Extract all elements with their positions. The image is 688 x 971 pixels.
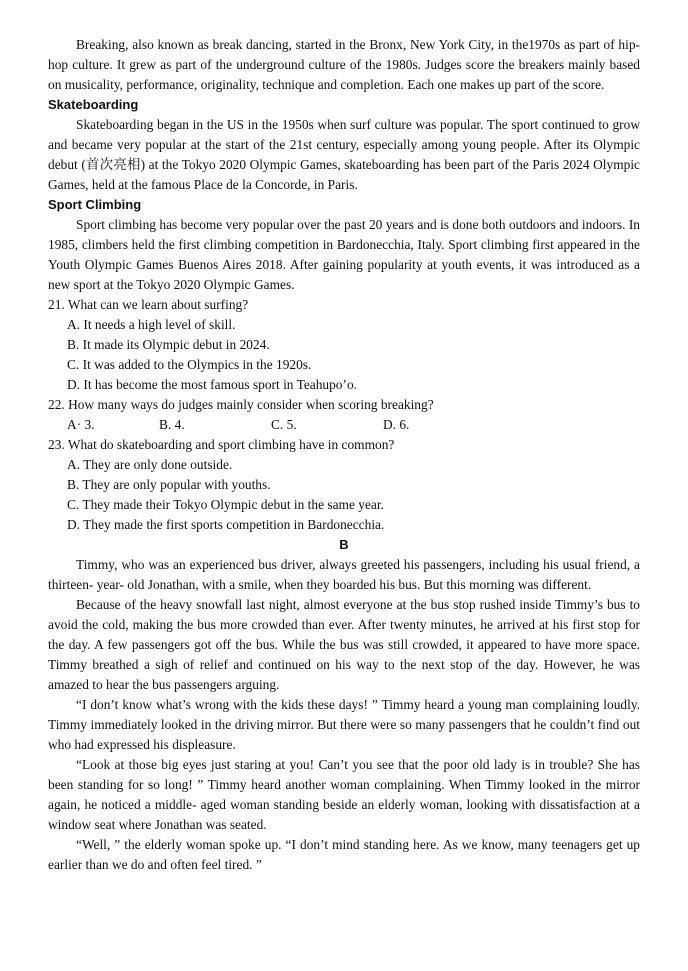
story-paragraph: Because of the heavy snowfall last night, almost everyone at the bus stop rushed inside Timmy’s bus to avoid the cold, making the bus more crowded than ever. After twenty minutes, he arrived at his first stop for the day. A few passengers got off the bus. While the bus was still crowded, it appeared to have more space. Timmy breathed a sigh of relief and continued on his way to the next stop of the day. However, he was amazed to hear the bus passengers arguing. bbox=[48, 597, 640, 692]
option-a: A· 3. bbox=[67, 417, 95, 432]
breaking-paragraph: Breaking, also known as break dancing, started in the Bronx, New York City, in the1970s as part of hip- hop culture. It grew as part of the underground culture of the 1980s. Judges score the breakers mainly based on musicality, performance, originality, technique and completion. Each one makes up part of the score. bbox=[48, 37, 640, 92]
option-d: D. It has become the most famous sport in Teahupo’o. bbox=[67, 377, 358, 392]
story-paragraph: Timmy, who was an experienced bus driver, always greeted his passengers, including his usual friend, a thirteen- year- old Jonathan, with a smile, when they boarded his bus. But this morning was different. bbox=[48, 557, 640, 592]
option-b: B. They are only popular with youths. bbox=[67, 477, 271, 492]
story-paragraph: “Look at those big eyes just staring at you! Can’t you see that the poor old lady is in trouble? She has been standing for so long! ” Timmy heard another woman complaining. When Timmy looked in the mirror again, he noticed a middle- aged woman standing beside an elderly woman, looking with dissatisfaction at a window seat where Jonathan was seated. bbox=[48, 757, 640, 832]
option-d: D. 6. bbox=[383, 417, 410, 432]
question-21 bbox=[48, 295, 640, 395]
option-a: A. It needs a high level of skill. bbox=[67, 317, 236, 332]
option-c: C. 5. bbox=[271, 417, 297, 432]
document-page bbox=[48, 35, 640, 875]
question-stem: 22. How many ways do judges mainly consider when scoring breaking? bbox=[48, 397, 434, 412]
question-23 bbox=[48, 435, 640, 535]
option-c: C. They made their Tokyo Olympic debut in the same year. bbox=[67, 497, 384, 512]
options-row bbox=[48, 415, 640, 435]
option-a: A. They are only done outside. bbox=[67, 457, 233, 472]
option-d: D. They made the first sports competition in Bardonecchia. bbox=[67, 517, 385, 532]
question-stem: 23. What do skateboarding and sport climbing have in common? bbox=[48, 437, 395, 452]
sport-climbing-heading: Sport Climbing bbox=[48, 197, 142, 212]
question-22 bbox=[48, 395, 640, 435]
story-paragraph: “Well, ” the elderly woman spoke up. “I don’t mind standing here. As we know, many teenagers get up earlier than we do and often feel tired. ” bbox=[48, 837, 640, 872]
option-b: B. It made its Olympic debut in 2024. bbox=[67, 337, 270, 352]
skateboarding-paragraph: Skateboarding began in the US in the 1950s when surf culture was popular. The sport continued to grow and became very popular at the start of the 21st century, especially among young people. After its Olympic debut (首次亮相) at the Tokyo 2020 Olympic Games, skateboarding has been part of the Paris 2024 Olympic Games, held at the famous Place de la Concorde, in Paris. bbox=[48, 117, 640, 192]
question-stem: 21. What can we learn about surfing? bbox=[48, 297, 249, 312]
story-paragraph: “I don’t know what’s wrong with the kids these days! ” Timmy heard a young man complaining loudly. Timmy immediately looked in the driving mirror. But there were so many passengers that he couldn’t find out who had expressed his displeasure. bbox=[48, 697, 640, 752]
skateboarding-heading: Skateboarding bbox=[48, 97, 139, 112]
section-b-label: B bbox=[339, 537, 349, 552]
sport-climbing-paragraph: Sport climbing has become very popular over the past 20 years and is done both outdoors and indoors. In 1985, climbers held the first climbing competition in Bardonecchia, Italy. Sport climbing first appeared in the Youth Olympic Games Buenos Aires 2018. After gaining popularity at youth events, it was introduced as a new sport at the Tokyo 2020 Olympic Games. bbox=[48, 217, 640, 292]
option-b: B. 4. bbox=[159, 417, 185, 432]
option-c: C. It was added to the Olympics in the 1920s. bbox=[67, 357, 312, 372]
